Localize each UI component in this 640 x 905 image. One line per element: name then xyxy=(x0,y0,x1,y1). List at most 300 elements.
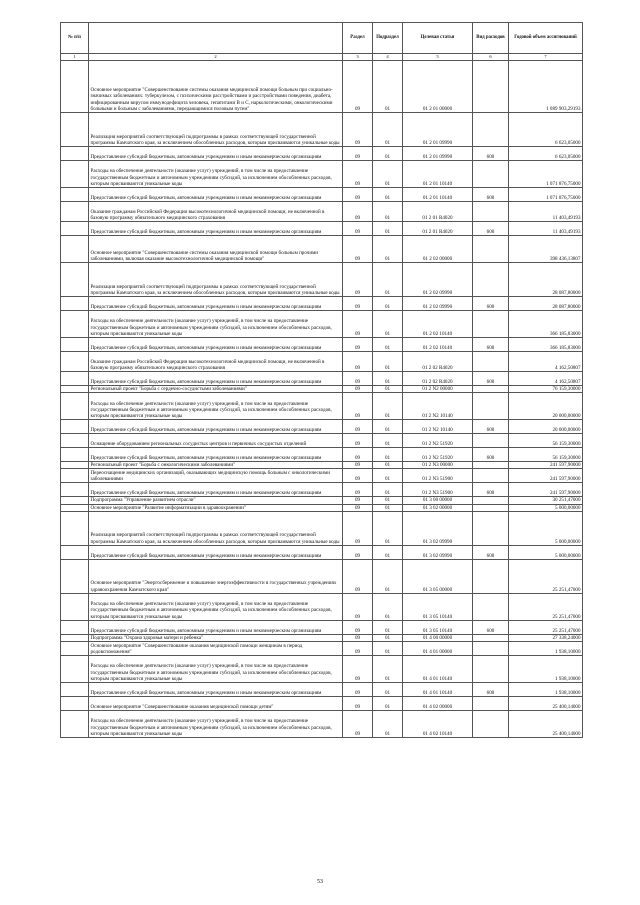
row-subsection-cell: 01 xyxy=(373,188,403,202)
row-name-cell: Предоставление субсидий бюджетным, автономным учреждениям и иным некоммерческим организациям xyxy=(89,147,343,161)
row-name-cell: Региональный проект "Борьба с онкологическими заболеваниями" xyxy=(89,462,343,469)
table-row xyxy=(61,311,583,338)
row-amount-cell: 27 338,24000 xyxy=(509,634,583,641)
row-subsection-cell: 01 xyxy=(373,711,403,738)
column-number: 5 xyxy=(403,54,473,61)
row-subsection-cell: 01 xyxy=(373,297,403,311)
row-name-cell: Основное мероприятие "Совершенствование системы оказания медицинской помощи больным при социально-значимых заболеваниях: туберкулезом, с психическими расстройствами и расстройствами поведения, диабета, инфицированным вирусом иммунодефицита человека, гепатитами В и С, наркологическими, онкологическими больными и больным с заболеваниями, передающимися половым путем" xyxy=(89,61,343,113)
row-name-cell: Расходы на обеспечение деятельности (оказание услуг) учреждений, в том числе на предоставление государственным бюджетным и автономным учреждениям субсидий, за исключением обособленных расходов, которым присваиваются уникальные коды xyxy=(89,711,343,738)
table-row xyxy=(61,656,583,683)
row-name-cell: Расходы на обеспечение деятельности (оказание услуг) учреждений, в том числе на предоставление государственным бюджетным и автономным учреждениям субсидий, за исключением обособленных расходов, которым присваиваются уникальные коды xyxy=(89,656,343,683)
table-row xyxy=(61,202,583,222)
row-num-cell xyxy=(61,202,89,222)
table-row xyxy=(61,683,583,697)
row-section-cell: 09 xyxy=(343,469,373,483)
row-amount-cell: 1 938,10000 xyxy=(509,642,583,656)
row-subsection-cell: 01 xyxy=(373,656,403,683)
row-num-cell xyxy=(61,147,89,161)
row-section-cell: 09 xyxy=(343,161,373,188)
row-name-cell: Реализация мероприятий соответствующей подпрограммы в рамках соответствующей государственной программы Камчатского края, за исключением обособленных расходов, которым присваиваются уникальные коды xyxy=(89,511,343,545)
row-subsection-cell: 01 xyxy=(373,263,403,297)
row-name-cell: Оснащение оборудованием региональных сосудистых центров и первичных сосудистых отделений xyxy=(89,434,343,448)
row-section-cell: 09 xyxy=(343,352,373,372)
row-target-cell: 01 2 01 09990 xyxy=(403,113,473,147)
row-amount-cell: 20 000,00000 xyxy=(509,420,583,434)
row-target-cell: 01 2 N2 10140 xyxy=(403,420,473,434)
row-target-cell: 01 2 01 09990 xyxy=(403,147,473,161)
row-type-cell: 600 xyxy=(473,338,509,352)
row-section-cell: 09 xyxy=(343,656,373,683)
row-target-cell: 01 2 N2 00000 xyxy=(403,386,473,393)
column-number-row xyxy=(61,54,583,61)
row-target-cell: 01 2 02 10140 xyxy=(403,311,473,338)
row-target-cell: 01 4 02 00000 xyxy=(403,697,473,711)
table-row xyxy=(61,469,583,483)
row-section-cell: 09 xyxy=(343,420,373,434)
row-num-cell xyxy=(61,483,89,497)
header-subsection: Подраздел xyxy=(373,23,403,54)
row-section-cell: 09 xyxy=(343,504,373,511)
table-row xyxy=(61,634,583,641)
row-num-cell xyxy=(61,497,89,504)
row-section-cell: 09 xyxy=(343,202,373,222)
row-type-cell xyxy=(473,497,509,504)
row-subsection-cell: 01 xyxy=(373,448,403,462)
row-amount-cell: 11 403,49193 xyxy=(509,222,583,236)
column-number: 1 xyxy=(61,54,89,61)
table-row xyxy=(61,393,583,420)
table-row xyxy=(61,448,583,462)
row-name-cell: Предоставление субсидий бюджетным, автономным учреждениям и иным некоммерческим организациям xyxy=(89,620,343,634)
table-row xyxy=(61,434,583,448)
row-amount-cell: 1 938,10000 xyxy=(509,656,583,683)
row-amount-cell: 5 000,00000 xyxy=(509,545,583,559)
row-amount-cell: 20 000,00000 xyxy=(509,393,583,420)
table-header-row xyxy=(61,23,583,54)
row-target-cell: 01 3 02 09990 xyxy=(403,511,473,545)
row-section-cell: 09 xyxy=(343,642,373,656)
row-target-cell: 01 2 N3 00000 xyxy=(403,462,473,469)
row-subsection-cell: 01 xyxy=(373,338,403,352)
row-subsection-cell: 01 xyxy=(373,697,403,711)
row-type-cell xyxy=(473,434,509,448)
row-section-cell: 09 xyxy=(343,188,373,202)
row-type-cell: 600 xyxy=(473,483,509,497)
row-section-cell: 09 xyxy=(343,147,373,161)
row-amount-cell: 6 623,05000 xyxy=(509,147,583,161)
row-type-cell xyxy=(473,393,509,420)
header-target: Целевая статья xyxy=(403,23,473,54)
table-row xyxy=(61,559,583,593)
table-row xyxy=(61,545,583,559)
table-row xyxy=(61,420,583,434)
row-section-cell: 09 xyxy=(343,711,373,738)
row-type-cell: 600 xyxy=(473,420,509,434)
header-num: № п/п xyxy=(61,23,89,54)
row-name-cell: Расходы на обеспечение деятельности (оказание услуг) учреждений, в том числе на предоставление государственным бюджетным и автономным учреждениям субсидий, за исключением обособленных расходов, которым присваиваются уникальные коды xyxy=(89,593,343,620)
row-name-cell: Оказание гражданам Российской Федерации высокотехнологичной медицинской помощи, не включенной в базовую программу обязательного медицинского страхования xyxy=(89,352,343,372)
row-name-cell: Предоставление субсидий бюджетным, автономным учреждениям и иным некоммерческим организациям xyxy=(89,372,343,386)
row-section-cell: 09 xyxy=(343,511,373,545)
row-amount-cell: 366 185,83000 xyxy=(509,338,583,352)
table-row xyxy=(61,593,583,620)
row-target-cell: 01 3 05 10140 xyxy=(403,593,473,620)
row-num-cell xyxy=(61,559,89,593)
row-amount-cell: 76 159,30000 xyxy=(509,386,583,393)
row-subsection-cell: 01 xyxy=(373,497,403,504)
row-amount-cell: 56 159,30000 xyxy=(509,448,583,462)
table-row xyxy=(61,504,583,511)
row-section-cell: 09 xyxy=(343,263,373,297)
row-section-cell: 09 xyxy=(343,386,373,393)
row-target-cell: 01 2 02 R4020 xyxy=(403,352,473,372)
row-target-cell: 01 2 01 10140 xyxy=(403,161,473,188)
row-subsection-cell: 01 xyxy=(373,593,403,620)
row-num-cell xyxy=(61,236,89,263)
row-type-cell: 600 xyxy=(473,620,509,634)
row-section-cell: 09 xyxy=(343,593,373,620)
table-row xyxy=(61,642,583,656)
row-type-cell xyxy=(473,462,509,469)
row-type-cell xyxy=(473,236,509,263)
row-target-cell: 01 4 01 00000 xyxy=(403,642,473,656)
row-num-cell xyxy=(61,386,89,393)
table-row xyxy=(61,372,583,386)
row-target-cell: 01 3 00 00000 xyxy=(403,497,473,504)
row-target-cell: 01 4 01 10140 xyxy=(403,656,473,683)
row-amount-cell: 56 159,30000 xyxy=(509,434,583,448)
row-type-cell xyxy=(473,352,509,372)
table-row xyxy=(61,161,583,188)
row-amount-cell: 25 251,47000 xyxy=(509,559,583,593)
row-subsection-cell: 01 xyxy=(373,386,403,393)
row-section-cell: 09 xyxy=(343,448,373,462)
table-row xyxy=(61,697,583,711)
row-amount-cell: 30 251,47000 xyxy=(509,497,583,504)
row-subsection-cell: 01 xyxy=(373,202,403,222)
header-amount: Годовой объем ассигнований xyxy=(509,23,583,54)
row-name-cell: Региональный проект "Борьба с сердечно-сосудистыми заболеваниями" xyxy=(89,386,343,393)
row-subsection-cell: 01 xyxy=(373,161,403,188)
row-num-cell xyxy=(61,469,89,483)
row-target-cell: 01 3 02 09990 xyxy=(403,545,473,559)
row-subsection-cell: 01 xyxy=(373,620,403,634)
row-target-cell: 01 3 05 00000 xyxy=(403,559,473,593)
budget-page xyxy=(60,22,582,738)
row-type-cell: 600 xyxy=(473,147,509,161)
row-type-cell xyxy=(473,511,509,545)
row-amount-cell: 1 089 903,29193 xyxy=(509,61,583,113)
table-row xyxy=(61,297,583,311)
row-target-cell: 01 2 01 10140 xyxy=(403,188,473,202)
row-num-cell xyxy=(61,593,89,620)
row-subsection-cell: 01 xyxy=(373,222,403,236)
row-amount-cell: 6 623,05000 xyxy=(509,113,583,147)
row-target-cell: 01 4 02 10140 xyxy=(403,711,473,738)
row-subsection-cell: 01 xyxy=(373,372,403,386)
row-num-cell xyxy=(61,434,89,448)
row-type-cell: 600 xyxy=(473,448,509,462)
row-amount-cell: 4 162,50807 xyxy=(509,352,583,372)
table-row xyxy=(61,236,583,263)
budget-table xyxy=(60,22,583,738)
row-subsection-cell: 01 xyxy=(373,434,403,448)
row-num-cell xyxy=(61,61,89,113)
row-num-cell xyxy=(61,642,89,656)
table-row xyxy=(61,483,583,497)
row-amount-cell: 398 436,13807 xyxy=(509,236,583,263)
row-subsection-cell: 01 xyxy=(373,393,403,420)
row-name-cell: Предоставление субсидий бюджетным, автономным учреждениям и иным некоммерческим организациям xyxy=(89,222,343,236)
row-subsection-cell: 01 xyxy=(373,147,403,161)
row-amount-cell: 5 000,00000 xyxy=(509,504,583,511)
row-num-cell xyxy=(61,711,89,738)
row-amount-cell: 28 087,80000 xyxy=(509,263,583,297)
table-row xyxy=(61,263,583,297)
row-target-cell: 01 2 02 10140 xyxy=(403,338,473,352)
row-name-cell: Основное мероприятие "Энергосбережение и повышение энергоэффективности в государственных учреждениях здравоохранения Камчатского края" xyxy=(89,559,343,593)
row-target-cell: 01 4 00 00000 xyxy=(403,634,473,641)
table-row xyxy=(61,352,583,372)
row-name-cell: Оказание гражданам Российской Федерации высокотехнологичной медицинской помощи, не включенной в базовую программу обязательного медицинского страхования xyxy=(89,202,343,222)
row-section-cell: 09 xyxy=(343,372,373,386)
row-amount-cell: 25 251,47000 xyxy=(509,620,583,634)
table-row xyxy=(61,222,583,236)
row-name-cell: Предоставление субсидий бюджетным, автономным учреждениям и иным некоммерческим организациям xyxy=(89,448,343,462)
row-section-cell: 09 xyxy=(343,311,373,338)
table-row xyxy=(61,188,583,202)
row-num-cell xyxy=(61,311,89,338)
row-section-cell: 09 xyxy=(343,297,373,311)
table-row xyxy=(61,386,583,393)
row-name-cell: Предоставление субсидий бюджетным, автономным учреждениям и иным некоммерческим организациям xyxy=(89,683,343,697)
row-section-cell: 09 xyxy=(343,697,373,711)
row-target-cell: 01 2 N3 51900 xyxy=(403,469,473,483)
row-name-cell: Реализация мероприятий соответствующей подпрограммы в рамках соответствующей государственной программы Камчатского края, за исключением обособленных расходов, которым присваиваются уникальные коды xyxy=(89,113,343,147)
row-num-cell xyxy=(61,263,89,297)
row-section-cell: 09 xyxy=(343,61,373,113)
column-number: 6 xyxy=(473,54,509,61)
row-type-cell: 600 xyxy=(473,188,509,202)
row-amount-cell: 241 597,90000 xyxy=(509,462,583,469)
row-name-cell: Основное мероприятие "Совершенствование оказания медицинской помощи детям" xyxy=(89,697,343,711)
row-subsection-cell: 01 xyxy=(373,113,403,147)
row-subsection-cell: 01 xyxy=(373,462,403,469)
row-amount-cell: 28 087,80000 xyxy=(509,297,583,311)
row-num-cell xyxy=(61,656,89,683)
row-type-cell xyxy=(473,593,509,620)
row-target-cell: 01 3 05 10140 xyxy=(403,620,473,634)
row-name-cell: Подпрограмма "Управление развитием отрасли" xyxy=(89,497,343,504)
row-type-cell xyxy=(473,113,509,147)
row-num-cell xyxy=(61,448,89,462)
row-section-cell: 09 xyxy=(343,393,373,420)
row-subsection-cell: 01 xyxy=(373,352,403,372)
row-amount-cell: 5 000,00000 xyxy=(509,511,583,545)
header-name xyxy=(89,23,343,54)
row-section-cell: 09 xyxy=(343,483,373,497)
row-name-cell: Расходы на обеспечение деятельности (оказание услуг) учреждений, в том числе на предоставление государственным бюджетным и автономным учреждениям субсидий, за исключением обособленных расходов, которым присваиваются уникальные коды xyxy=(89,311,343,338)
row-target-cell: 01 2 N3 51900 xyxy=(403,483,473,497)
row-subsection-cell: 01 xyxy=(373,504,403,511)
table-row xyxy=(61,497,583,504)
table-row xyxy=(61,711,583,738)
row-subsection-cell: 01 xyxy=(373,236,403,263)
row-target-cell: 01 3 02 00000 xyxy=(403,504,473,511)
row-name-cell: Основное мероприятие "Совершенствование оказания медицинской помощи женщинам в период родовспоможения" xyxy=(89,642,343,656)
row-subsection-cell: 01 xyxy=(373,683,403,697)
row-type-cell xyxy=(473,656,509,683)
row-num-cell xyxy=(61,188,89,202)
row-type-cell: 600 xyxy=(473,372,509,386)
row-section-cell: 09 xyxy=(343,338,373,352)
row-target-cell: 01 2 01 R4020 xyxy=(403,202,473,222)
row-section-cell: 09 xyxy=(343,434,373,448)
table-body xyxy=(61,61,583,738)
row-name-cell: Основное мероприятие "Совершенствование системы оказания медицинской помощи больным прочими заболеваниями, включая оказание высокотехнологичной медицинской помощи" xyxy=(89,236,343,263)
row-section-cell: 09 xyxy=(343,683,373,697)
row-target-cell: 01 2 02 R4020 xyxy=(403,372,473,386)
row-type-cell xyxy=(473,634,509,641)
row-amount-cell: 1 938,10000 xyxy=(509,683,583,697)
column-number: 7 xyxy=(509,54,583,61)
row-section-cell: 09 xyxy=(343,620,373,634)
row-num-cell xyxy=(61,420,89,434)
row-name-cell: Основное мероприятие "Развитие информатизации в здравоохранении" xyxy=(89,504,343,511)
row-section-cell: 09 xyxy=(343,113,373,147)
row-type-cell xyxy=(473,504,509,511)
row-type-cell xyxy=(473,161,509,188)
table-row xyxy=(61,511,583,545)
row-num-cell xyxy=(61,338,89,352)
row-type-cell xyxy=(473,386,509,393)
table-row xyxy=(61,462,583,469)
row-target-cell: 01 2 01 00000 xyxy=(403,61,473,113)
row-num-cell xyxy=(61,683,89,697)
row-amount-cell: 1 071 876,75000 xyxy=(509,188,583,202)
row-subsection-cell: 01 xyxy=(373,634,403,641)
row-amount-cell: 366 185,83000 xyxy=(509,311,583,338)
row-amount-cell: 241 597,90000 xyxy=(509,483,583,497)
row-section-cell: 09 xyxy=(343,222,373,236)
row-num-cell xyxy=(61,352,89,372)
row-target-cell: 01 2 02 00000 xyxy=(403,236,473,263)
row-num-cell xyxy=(61,161,89,188)
row-type-cell xyxy=(473,642,509,656)
row-name-cell: Предоставление субсидий бюджетным, автономным учреждениям и иным некоммерческим организациям xyxy=(89,297,343,311)
header-section: Раздел xyxy=(343,23,373,54)
row-type-cell: 600 xyxy=(473,297,509,311)
row-name-cell: Расходы на обеспечение деятельности (оказание услуг) учреждений, в том числе на предоставление государственным бюджетным и автономным учреждениям субсидий, за исключением обособленных расходов, которым присваиваются уникальные коды xyxy=(89,393,343,420)
row-amount-cell: 241 597,90000 xyxy=(509,469,583,483)
row-amount-cell: 11 403,49193 xyxy=(509,202,583,222)
table-row xyxy=(61,620,583,634)
row-section-cell: 09 xyxy=(343,462,373,469)
row-name-cell: Переоснащение медицинских организаций, оказывающих медицинскую помощь больным с онкологическими заболеваниями xyxy=(89,469,343,483)
row-name-cell: Предоставление субсидий бюджетным, автономным учреждениям и иным некоммерческим организациям xyxy=(89,483,343,497)
row-subsection-cell: 01 xyxy=(373,483,403,497)
row-subsection-cell: 01 xyxy=(373,469,403,483)
row-subsection-cell: 01 xyxy=(373,559,403,593)
row-name-cell: Реализация мероприятий соответствующей подпрограммы в рамках соответствующей государственной программы Камчатского края, за исключением обособленных расходов, которым присваиваются уникальные коды xyxy=(89,263,343,297)
row-subsection-cell: 01 xyxy=(373,61,403,113)
row-num-cell xyxy=(61,113,89,147)
row-num-cell xyxy=(61,372,89,386)
table-row xyxy=(61,113,583,147)
table-row xyxy=(61,61,583,113)
row-type-cell: 600 xyxy=(473,222,509,236)
row-amount-cell: 25 400,14000 xyxy=(509,711,583,738)
row-target-cell: 01 2 N2 51920 xyxy=(403,434,473,448)
row-type-cell xyxy=(473,469,509,483)
row-target-cell: 01 4 01 10140 xyxy=(403,683,473,697)
column-number: 4 xyxy=(373,54,403,61)
row-num-cell xyxy=(61,634,89,641)
column-number: 2 xyxy=(89,54,343,61)
row-amount-cell: 1 071 876,75000 xyxy=(509,161,583,188)
row-amount-cell: 4 162,50807 xyxy=(509,372,583,386)
row-subsection-cell: 01 xyxy=(373,311,403,338)
row-target-cell: 01 2 02 09990 xyxy=(403,297,473,311)
row-section-cell: 09 xyxy=(343,236,373,263)
row-num-cell xyxy=(61,511,89,545)
table-row xyxy=(61,147,583,161)
row-type-cell: 600 xyxy=(473,683,509,697)
row-num-cell xyxy=(61,545,89,559)
row-target-cell: 01 2 01 R4020 xyxy=(403,222,473,236)
row-section-cell: 09 xyxy=(343,545,373,559)
row-type-cell: 600 xyxy=(473,545,509,559)
row-num-cell xyxy=(61,222,89,236)
row-section-cell: 09 xyxy=(343,497,373,504)
row-num-cell xyxy=(61,504,89,511)
row-amount-cell: 25 251,47000 xyxy=(509,593,583,620)
header-type: Вид расходов xyxy=(473,23,509,54)
row-target-cell: 01 2 N2 10140 xyxy=(403,393,473,420)
row-name-cell: Предоставление субсидий бюджетным, автономным учреждениям и иным некоммерческим организациям xyxy=(89,188,343,202)
row-num-cell xyxy=(61,297,89,311)
row-type-cell xyxy=(473,697,509,711)
row-num-cell xyxy=(61,620,89,634)
row-subsection-cell: 01 xyxy=(373,511,403,545)
row-amount-cell: 25 400,14000 xyxy=(509,697,583,711)
row-name-cell: Подпрограмма "Охрана здоровья матери и ребенка" xyxy=(89,634,343,641)
row-name-cell: Расходы на обеспечение деятельности (оказание услуг) учреждений, в том числе на предоставление государственным бюджетным и автономным учреждениям субсидий, за исключением обособленных расходов, которым присваиваются уникальные коды xyxy=(89,161,343,188)
row-type-cell xyxy=(473,559,509,593)
row-type-cell xyxy=(473,711,509,738)
row-num-cell xyxy=(61,462,89,469)
page-number: 53 xyxy=(317,879,323,885)
row-name-cell: Предоставление субсидий бюджетным, автономным учреждениям и иным некоммерческим организациям xyxy=(89,420,343,434)
row-target-cell: 01 2 02 09990 xyxy=(403,263,473,297)
row-subsection-cell: 01 xyxy=(373,420,403,434)
row-subsection-cell: 01 xyxy=(373,642,403,656)
row-type-cell xyxy=(473,263,509,297)
table-row xyxy=(61,338,583,352)
row-section-cell: 09 xyxy=(343,634,373,641)
row-name-cell: Предоставление субсидий бюджетным, автономным учреждениям и иным некоммерческим организациям xyxy=(89,338,343,352)
row-subsection-cell: 01 xyxy=(373,545,403,559)
column-number: 3 xyxy=(343,54,373,61)
row-type-cell xyxy=(473,61,509,113)
row-name-cell: Предоставление субсидий бюджетным, автономным учреждениям и иным некоммерческим организациям xyxy=(89,545,343,559)
row-type-cell xyxy=(473,202,509,222)
row-type-cell xyxy=(473,311,509,338)
row-num-cell xyxy=(61,393,89,420)
row-section-cell: 09 xyxy=(343,559,373,593)
row-target-cell: 01 2 N2 51920 xyxy=(403,448,473,462)
row-num-cell xyxy=(61,697,89,711)
